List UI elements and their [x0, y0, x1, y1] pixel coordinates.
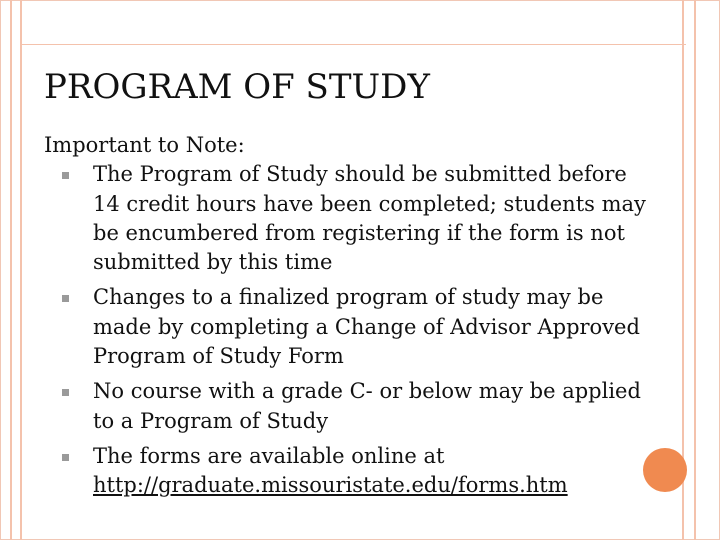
- square-bullet-icon: [62, 454, 69, 461]
- bullet-list: [44, 160, 654, 500]
- left-decorative-rule: [10, 0, 22, 540]
- square-bullet-icon: [62, 172, 69, 179]
- list-item-text: The forms are available online at: [93, 443, 445, 468]
- list-item-text: No course with a grade C- or below may be applied to a Program of Study: [93, 379, 641, 433]
- slide-title: PROGRAM OF STUDY: [44, 67, 430, 107]
- slide-body: [44, 131, 654, 507]
- square-bullet-icon: [62, 295, 69, 302]
- accent-circle: [643, 448, 687, 492]
- title-divider: [22, 44, 686, 45]
- list-item: [44, 283, 654, 371]
- list-item-text: Changes to a finalized program of study may be made by completing a Change of Advisor Approved Program of Study Form: [93, 285, 640, 369]
- list-item: [44, 377, 654, 436]
- forms-link[interactable]: http://graduate.missouristate.edu/forms.htm: [93, 473, 568, 498]
- list-item: [44, 442, 654, 501]
- list-item-text: The Program of Study should be submitted before 14 credit hours have been completed; students may be encumbered from registering if the form is not submitted by this time: [93, 162, 646, 275]
- list-item: [44, 160, 654, 277]
- intro-text: Important to Note:: [44, 133, 245, 157]
- square-bullet-icon: [62, 389, 69, 396]
